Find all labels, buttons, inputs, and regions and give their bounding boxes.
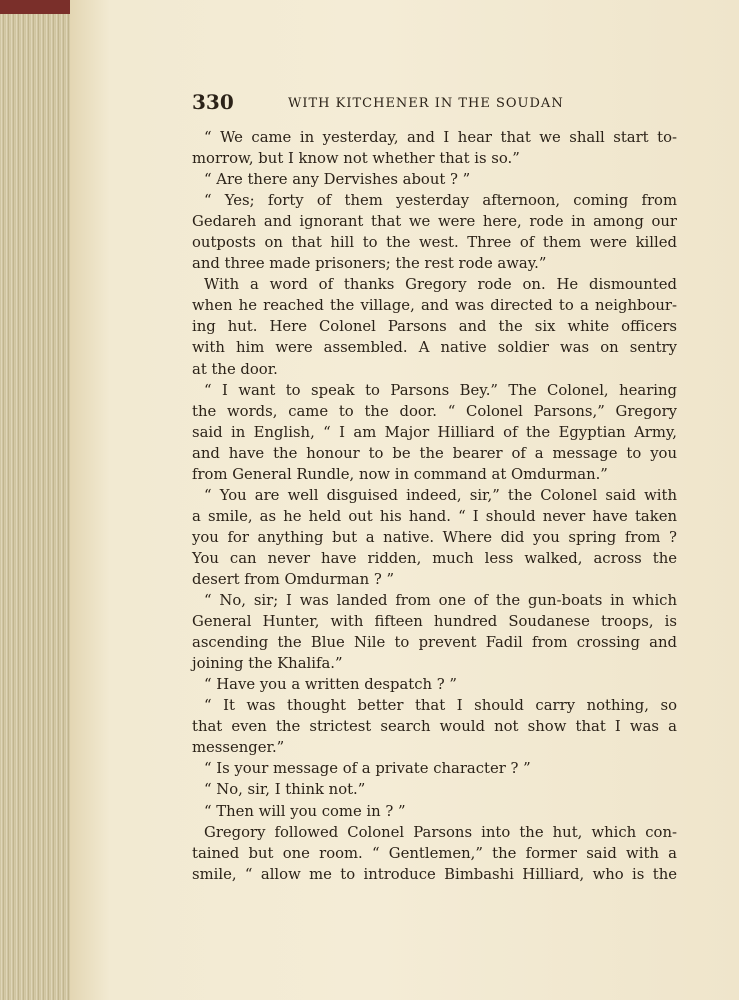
- text-line: with him were assembled. A native soldier was on sentry: [192, 339, 677, 357]
- text-line: joining the Khalifa.”: [192, 655, 343, 673]
- text-line: from General Rundle, now in command at Omdurman.”: [192, 465, 608, 483]
- text-line: “ Are there any Dervishes about ? ”: [204, 171, 471, 189]
- text-line: a smile, as he held out his hand. “ I should never have taken: [192, 507, 677, 525]
- text-line: outposts on that hill to the west. Three of them were killed: [192, 234, 677, 252]
- text-line: when he reached the village, and was directed to a neighbour-: [192, 297, 677, 315]
- text-line: desert from Omdurman ? ”: [192, 570, 395, 588]
- page-number: 330: [192, 90, 234, 114]
- text-line: “ No, sir, I think not.”: [204, 781, 366, 799]
- text-line: ing hut. Here Colonel Parsons and the six white officers: [192, 318, 677, 336]
- text-line: Gedareh and ignorant that we were here, rode in among our: [192, 213, 677, 231]
- text-line: and three made prisoners; the rest rode away.”: [192, 255, 547, 273]
- text-line: said in English, “ I am Major Hilliard of the Egyptian Army,: [192, 423, 677, 441]
- text-line: smile, “ allow me to introduce Bimbashi Hilliard, who is the: [192, 865, 677, 883]
- text-line: “ Then will you come in ? ”: [204, 802, 406, 820]
- text-line: General Hunter, with fifteen hundred Soudanese troops, is: [192, 613, 677, 631]
- book-page-edges: [0, 0, 70, 1000]
- text-line: “ Is your message of a private character ? ”: [204, 760, 531, 778]
- text-line: You can never have ridden, much less walked, across the: [192, 549, 677, 567]
- text-line: “ Yes; forty of them yesterday afternoon, coming from: [204, 192, 677, 210]
- text-line: “ You are well disguised indeed, sir,” the Colonel said with: [204, 486, 677, 504]
- text-line: you for anything but a native. Where did you spring from ?: [192, 528, 677, 546]
- text-line: that even the strictest search would not show that I was a: [192, 718, 677, 736]
- text-line: morrow, but I know not whether that is so.”: [192, 150, 520, 168]
- text-line: “ We came in yesterday, and I hear that we shall start to-: [204, 129, 677, 146]
- page-header: [192, 90, 677, 116]
- text-line: and have the honour to be the bearer of a message to you: [192, 444, 677, 462]
- text-line: the words, came to the door. “ Colonel Parsons,” Gregory: [192, 402, 677, 420]
- text-line: “ Have you a written despatch ? ”: [204, 676, 457, 694]
- text-line: Gregory followed Colonel Parsons into the hut, which con-: [204, 823, 677, 841]
- text-line: messenger.”: [192, 739, 285, 757]
- text-line: “ No, sir; I was landed from one of the gun-boats in which: [204, 592, 677, 610]
- body-text: [192, 127, 677, 885]
- text-line: ascending the Blue Nile to prevent Fadil from crossing and: [192, 634, 677, 652]
- text-line: With a word of thanks Gregory rode on. He dismounted: [204, 276, 677, 294]
- text-line: “ I want to speak to Parsons Bey.” The Colonel, hearing: [204, 381, 677, 399]
- text-line: “ It was thought better that I should carry nothing, so: [204, 697, 677, 715]
- text-line: tained but one room. “ Gentlemen,” the former said with a: [192, 844, 677, 862]
- text-line: at the door.: [192, 360, 278, 378]
- running-title: WITH KITCHENER IN THE SOUDAN: [288, 96, 564, 111]
- book-cover-corner: [0, 0, 70, 14]
